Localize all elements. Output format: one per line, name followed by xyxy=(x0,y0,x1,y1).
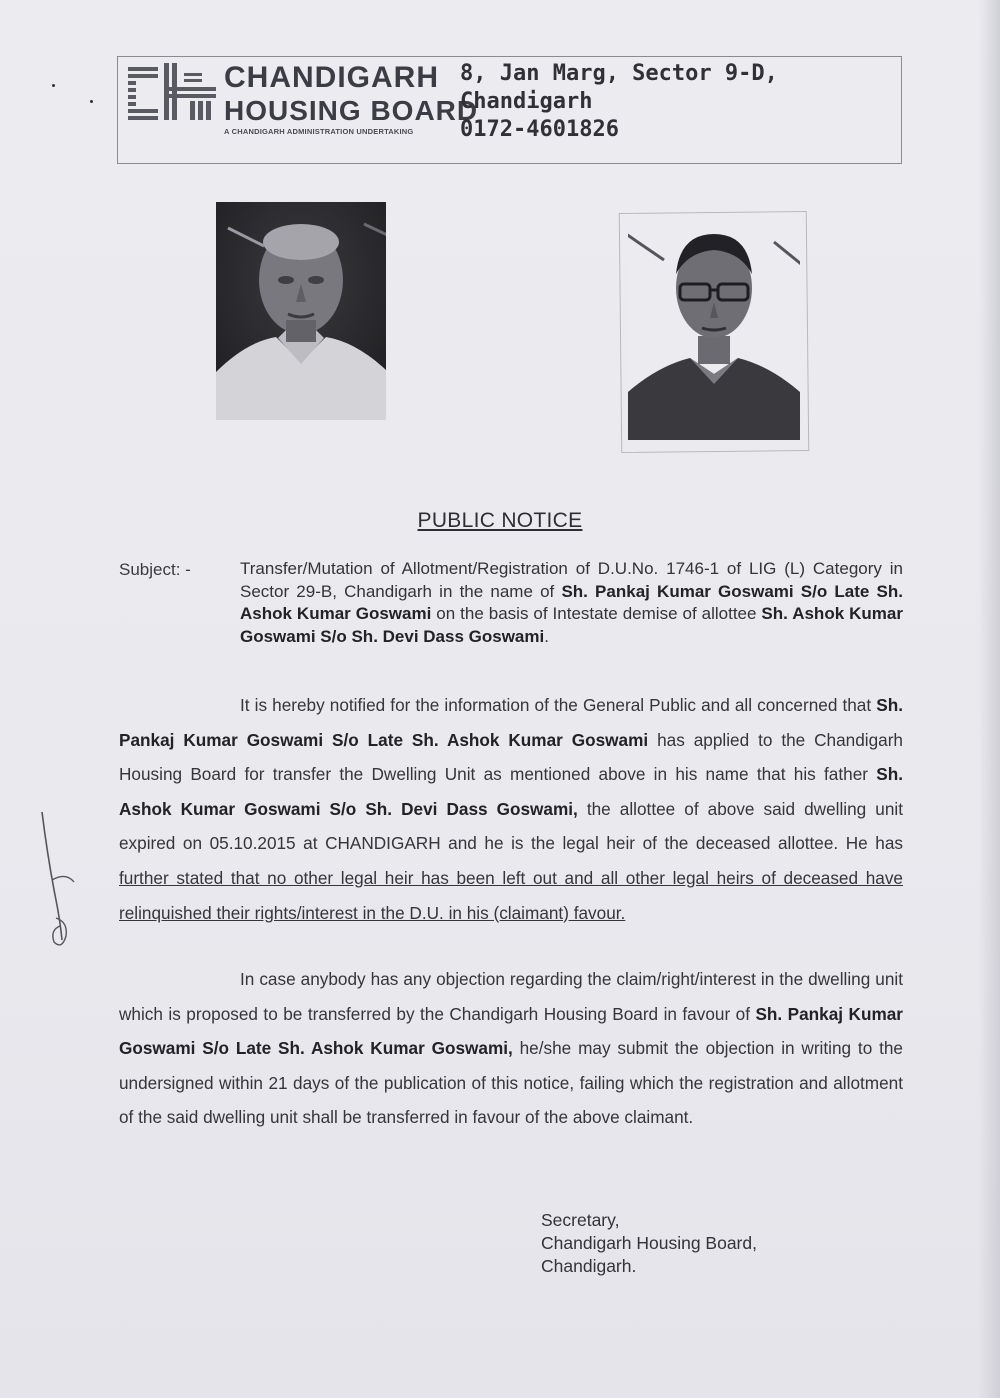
claimant-name: Sh. Pankaj Kumar Goswami S/o Late Sh. Ashok Kumar Goswami xyxy=(119,695,903,750)
letterhead xyxy=(117,56,902,164)
allottee-name: Sh. Ashok Kumar Goswami S/o Sh. Devi Dass Goswami xyxy=(240,604,903,646)
paragraph-text: It is hereby notified for the information of the General Public and all concerned that xyxy=(240,695,877,715)
allottee-name: Sh. Ashok Kumar Goswami S/o Sh. Devi Dass Goswami, xyxy=(119,764,903,819)
paragraph-text: has applied to the Chandigarh Housing Board for transfer the Dwelling Unit as mentioned above in his name that his father xyxy=(119,729,903,785)
org-name-line1: CHANDIGARH xyxy=(224,61,439,94)
chb-logo-icon xyxy=(128,63,216,125)
claimant-name: Sh. Pankaj Kumar Goswami S/o Late Sh. Ashok Kumar Goswami, xyxy=(119,1003,903,1059)
underlined-statement: further stated that no other legal heir has been left out and all other legal heirs of deceased have relinquished their rights/interest in the D.U. in his (claimant) favour. xyxy=(119,867,903,923)
speck-mark xyxy=(90,100,93,103)
photo-deceased-allottee xyxy=(216,202,386,420)
claimant-name: Sh. Pankaj Kumar Goswami S/o Late Sh. Ashok Kumar Goswami xyxy=(240,581,903,623)
phone-number: 0172-4601826 xyxy=(460,117,619,142)
page-edge-shadow xyxy=(978,0,1000,1398)
signatory-title: Secretary, xyxy=(541,1210,620,1230)
paragraph-text: the allottee of above said dwelling unit expired on 05.10.2015 at CHANDIGARH and he is the legal heir of the deceased allottee. He has xyxy=(119,798,903,854)
handwritten-margin-mark xyxy=(36,810,86,955)
photo-claimant xyxy=(628,224,800,440)
signatory-org: Chandigarh Housing Board, xyxy=(541,1232,757,1253)
paragraph-text: In case anybody has any objection regarding the claim/right/interest in the dwelling unit which is proposed to be transferred by the Chandigarh Housing Board in favour of xyxy=(119,969,903,1024)
signature-block xyxy=(541,1209,757,1277)
subject-part: Transfer/Mutation of Allotment/Registration of D.U.No. 1746-1 of LIG (L) Category in Sector 29-B, Chandigarh in the name of xyxy=(240,559,903,601)
subject-part: . xyxy=(544,626,549,646)
subject-part: on the basis of Intestate demise of allottee xyxy=(431,604,762,623)
speck-mark xyxy=(52,84,55,87)
subject-label: Subject: - xyxy=(119,560,191,579)
org-name-line2: HOUSING BOARD xyxy=(224,95,479,126)
address-line2: Chandigarh xyxy=(460,89,593,114)
address-line1: 8, Jan Marg, Sector 9-D, xyxy=(460,61,778,86)
notice-paragraph-1 xyxy=(119,688,903,930)
notice-heading: PUBLIC NOTICE xyxy=(417,509,583,532)
paragraph-text: he/she may submit the objection in writing to the undersigned within 21 days of the publication of this notice, failing which the registration and allotment of the said dwelling unit shall be transferred in favour of the above claimant. xyxy=(119,1038,903,1128)
org-tagline: A CHANDIGARH ADMINISTRATION UNDERTAKING xyxy=(224,127,414,136)
notice-paragraph-2 xyxy=(119,962,903,1135)
signatory-city: Chandigarh. xyxy=(541,1255,637,1276)
subject-text xyxy=(240,558,903,648)
